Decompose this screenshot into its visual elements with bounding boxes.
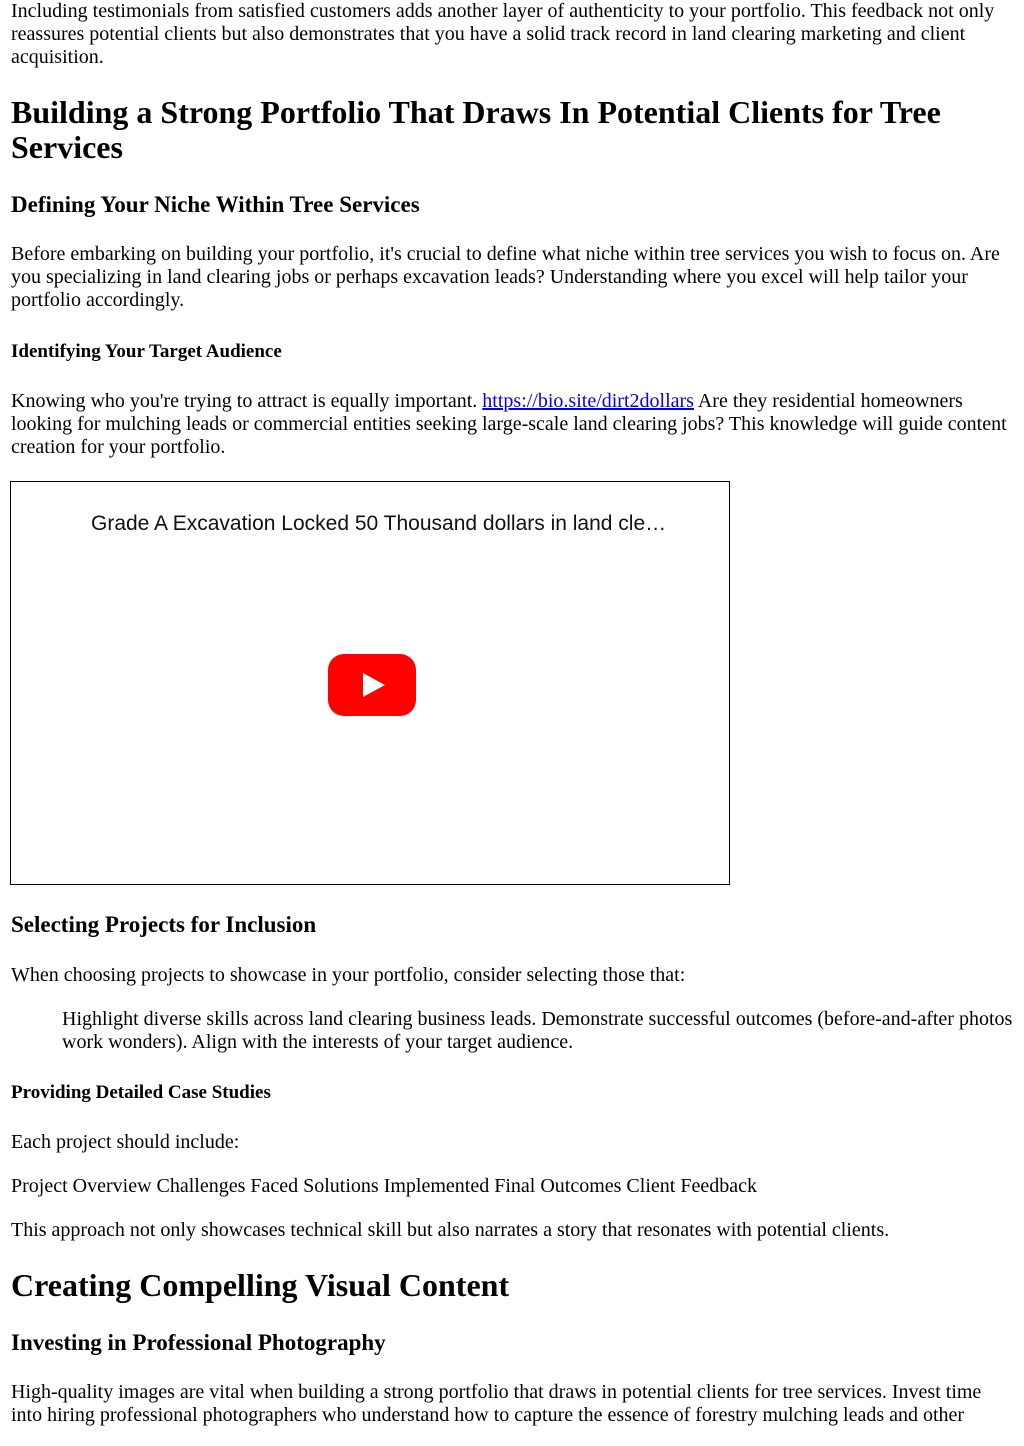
selecting-list: Highlight diverse skills across land clearing business leads. Demonstrate successful outcomes (before-and-after photos work wonders). Align with the interests of your target audience. [62,1008,1013,1053]
photography-paragraph: High-quality images are vital when building a strong portfolio that draws in potential clients for tree services. Invest time into hiring professional photographers who understand how to capture the essence of forestry mulching leads and other [11,1381,982,1426]
subheading-case-studies: Providing Detailed Case Studies [11,1082,271,1103]
bio-site-link[interactable]: https://bio.site/dirt2dollars [482,390,694,412]
section-heading-visual-content: Creating Compelling Visual Content [11,1267,510,1303]
section-heading-portfolio: Building a Strong Portfolio That Draws In Potential Clients for Tree Services [11,94,941,165]
subheading-photography: Investing in Professional Photography [11,1330,386,1355]
audience-text-before: Knowing who you're trying to attract is equally important. [11,390,483,412]
selecting-paragraph: When choosing projects to showcase in your portfolio, consider selecting those that: [11,964,686,986]
subheading-selecting-projects: Selecting Projects for Inclusion [11,912,317,937]
case-studies-closing: This approach not only showcases technical skill but also narrates a story that resonates with potential clients. [11,1219,890,1241]
case-studies-intro: Each project should include: [11,1131,240,1153]
video-title[interactable]: Grade A Excavation Locked 50 Thousand dollars in land cle… [91,512,667,535]
video-embed[interactable] [10,481,730,885]
subheading-target-audience: Identifying Your Target Audience [11,341,282,362]
audience-paragraph [11,390,1017,459]
case-studies-items: Project Overview Challenges Faced Solutions Implemented Final Outcomes Client Feedback [11,1175,757,1197]
niche-paragraph: Before embarking on building your portfolio, it's crucial to define what niche within tree services you wish to focus on. Are you specializing in land clearing jobs or perhaps excavation leads? Understanding where you excel will help tailor your portfolio accordingly. [11,243,1000,311]
audience-text-after: Are they residential homeowners looking for mulching leads or commercial entities seeking large-scale land clearing jobs? This knowledge will guide content creation for your portfolio. [11,390,1007,458]
intro-paragraph: Including testimonials from satisfied customers adds another layer of authenticity to your portfolio. This feedback not only reassures potential clients but also demonstrates that you have a solid track record in land clearing marketing and client acquisition. [11,0,995,68]
youtube-play-icon[interactable] [328,654,416,716]
subheading-niche: Defining Your Niche Within Tree Services [11,192,420,217]
